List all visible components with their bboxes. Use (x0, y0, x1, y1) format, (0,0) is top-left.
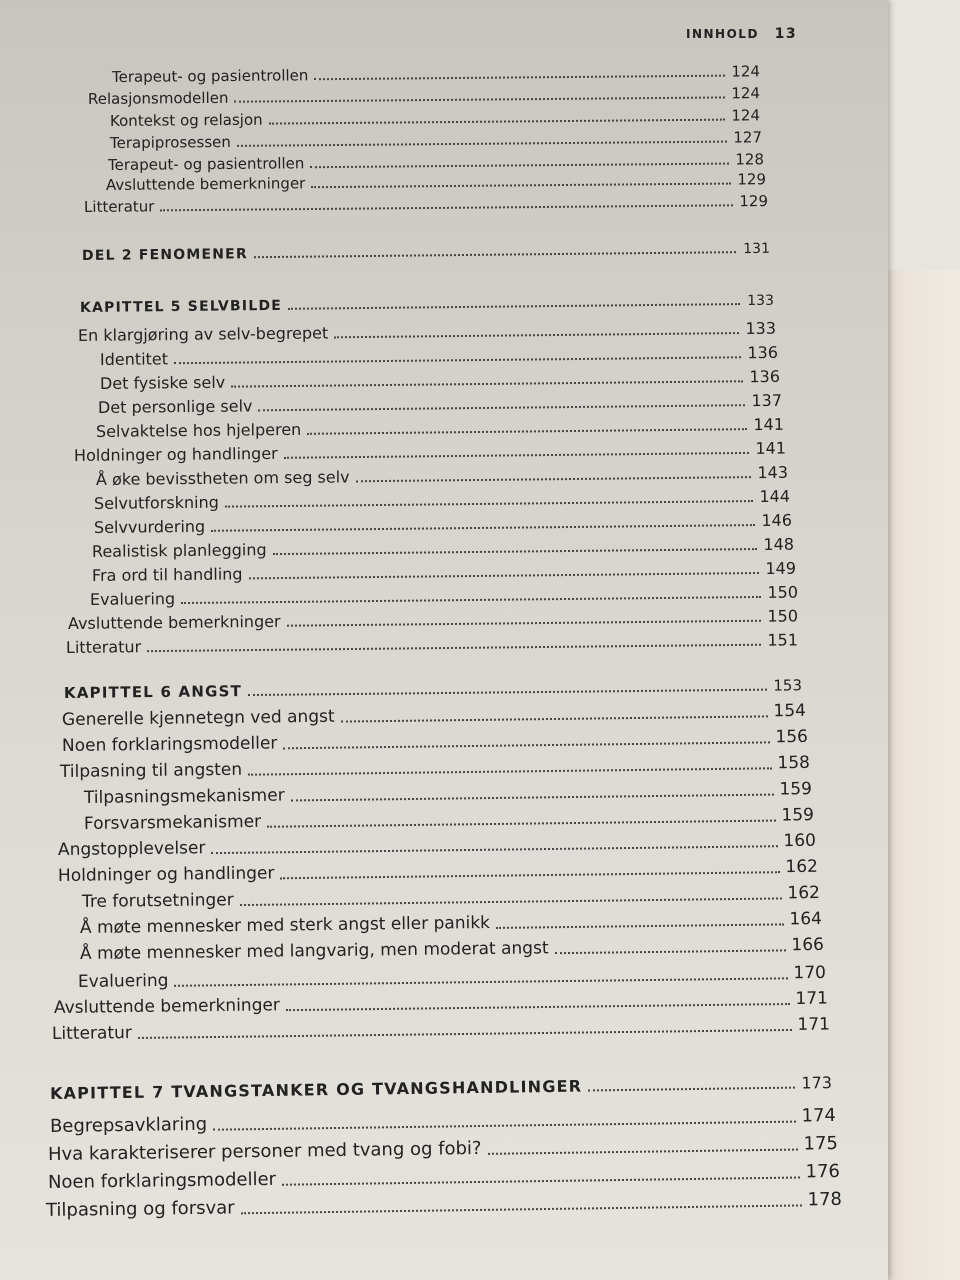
toc-entry-page: 144 (759, 486, 791, 507)
toc-entry-page: 166 (791, 934, 825, 956)
toc-entry-page: 164 (789, 908, 823, 930)
dot-leader (341, 715, 768, 722)
toc-entry-hva-karakteriserer-personer-med-tvang-og-fobi (48, 1133, 838, 1165)
dot-leader (555, 949, 786, 954)
toc-entry-det-fysiske-selv (100, 367, 780, 393)
toc-entry-label: Terapeut- og pasientrollen (107, 154, 305, 174)
toc-entry-evaluering (78, 963, 826, 992)
toc-entry-page: 171 (795, 988, 829, 1009)
toc-entry-label: Avsluttende bemerkninger (53, 995, 280, 1018)
toc-entry-label: Holdninger og handlinger (73, 443, 278, 465)
toc-entry-page: 146 (761, 510, 793, 531)
toc-entry-a-m-te-mennesker-med-langvarig-men-moderat-angst (80, 935, 824, 964)
dot-leader (234, 96, 725, 102)
toc-entry-page: 131 (743, 240, 771, 258)
toc-entry-a-ke-bevisstheten-om-seg-selv (96, 463, 788, 489)
toc-entry-page: 124 (731, 84, 761, 103)
toc-entry-label: Angstopplevelser (57, 838, 206, 860)
dot-leader (147, 644, 761, 652)
dot-leader (175, 977, 788, 986)
toc-entry-page: 162 (787, 882, 821, 904)
dot-leader (588, 1087, 795, 1092)
toc-entry-label: Å møte mennesker med sterk angst eller panikk (79, 912, 491, 938)
toc-entry-evaluering (90, 583, 798, 609)
toc-entry-page: 150 (767, 606, 799, 626)
toc-entry-label: Tre forutsetninger (81, 890, 234, 912)
header-page-number: 13 (774, 26, 798, 42)
toc-entry-page: 174 (801, 1105, 837, 1127)
dot-leader (213, 1121, 796, 1131)
toc-entry-label: Evaluering (77, 970, 169, 992)
toc-entry-selvutforskning (94, 487, 790, 513)
dot-leader (211, 524, 755, 532)
toc-entry-label: Generelle kjennetegn ved angst (61, 706, 335, 730)
toc-entry-label: Fra ord til handling (91, 564, 243, 585)
toc-entry-avsluttende-bemerkninger (68, 606, 798, 633)
dot-leader (174, 356, 741, 364)
toc-entry-label: Tilpasning og forsvar (45, 1197, 235, 1221)
toc-entry-tre-forutsetninger (82, 883, 820, 912)
toc-entry-page: 158 (777, 752, 811, 774)
dot-leader (284, 452, 750, 459)
dot-leader (307, 428, 747, 435)
toc-entry-relasjonsmodellen (88, 84, 760, 108)
toc-entry-label: Noen forklaringsmodeller (61, 733, 278, 756)
toc-entry-holdninger-og-handlinger (58, 857, 818, 886)
dot-leader (248, 689, 767, 696)
dot-leader (241, 1204, 802, 1214)
toc-entry-label: Det personlige selv (97, 396, 253, 417)
toc-entry-label: Identitet (99, 349, 169, 369)
toc-entry-litteratur (66, 630, 798, 657)
dot-leader (258, 404, 745, 411)
toc-entry-label: DEL 2 FENOMENER (81, 246, 248, 264)
dot-leader (231, 380, 743, 387)
toc-entry-angstopplevelser (58, 831, 816, 860)
toc-entry-page: 128 (735, 150, 765, 169)
toc-entry-begrepsavklaring (50, 1105, 836, 1137)
toc-entry-terapeut-og-pasientrollen (112, 62, 760, 86)
toc-entry-forsvarsmekanismer (84, 805, 814, 834)
toc-entry-label: Terapeut- og pasientrollen (111, 66, 309, 86)
toc-entry-kapittel-5-selvbilde (80, 293, 774, 316)
toc-entry-label: KAPITTEL 7 TVANGSTANKER OG TVANGSHANDLINGER (49, 1076, 583, 1103)
toc-entry-label: Forsvarsmekanismer (83, 811, 262, 834)
toc-entry-label: Evaluering (89, 589, 176, 609)
toc-entry-avsluttende-bemerkninger (54, 989, 828, 1018)
toc-entry-page: 129 (739, 192, 769, 211)
toc-entry-page: 141 (755, 438, 787, 458)
toc-entry-kapittel-7-tvangstanker-og-tvangshandlinger (50, 1073, 832, 1103)
dot-leader (496, 923, 784, 929)
toc-entry-page: 171 (797, 1014, 831, 1035)
toc-entry-page: 176 (805, 1160, 841, 1183)
dot-leader (488, 1149, 798, 1155)
dot-leader (248, 767, 771, 775)
toc-entry-generelle-kjennetegn-ved-angst (62, 701, 806, 730)
dot-leader (283, 741, 769, 749)
dot-leader (225, 500, 754, 508)
dot-leader (282, 1177, 800, 1186)
toc-entry-page: 127 (733, 128, 763, 147)
toc-entry-page: 178 (807, 1188, 843, 1211)
toc-entry-identitet (100, 343, 778, 369)
toc-entry-litteratur (52, 1014, 830, 1044)
toc-entry-label: Tilpasning til angsten (59, 759, 243, 782)
toc-entry-fra-ord-til-handling (92, 559, 796, 585)
toc-entry-kontekst-og-relasjon (110, 106, 760, 130)
toc-entry-page: 159 (779, 779, 813, 800)
toc-entry-label: Selvvurdering (93, 516, 206, 537)
toc-entry-terapiprosessen (110, 128, 762, 152)
dot-leader (291, 794, 774, 802)
toc-entry-page: 143 (757, 462, 789, 483)
toc-entry-noen-forklaringsmodeller (62, 727, 808, 756)
toc-entry-label: Noen forklaringsmodeller (47, 1168, 277, 1193)
dot-leader (211, 845, 777, 854)
toc-entry-label: Relasjonsmodellen (87, 88, 229, 108)
toc-entry-avsluttende-bemerkninger (106, 170, 766, 194)
dot-leader (356, 476, 752, 482)
toc-entry-label: Realistisk planlegging (91, 540, 267, 561)
dot-leader (286, 1003, 790, 1011)
toc-entry-page: 124 (731, 106, 761, 125)
toc-entry-holdninger-og-handlinger (74, 439, 786, 465)
toc-entry-page: 175 (803, 1132, 839, 1155)
toc-entry-label: Kontekst og relasjon (109, 110, 263, 130)
toc-entry-page: 141 (753, 414, 785, 435)
dot-leader (273, 548, 758, 555)
dot-leader (280, 871, 779, 879)
toc-entry-selvaktelse-hos-hjelperen (96, 415, 784, 441)
toc-entry-page: 137 (751, 390, 783, 411)
toc-entry-page: 159 (781, 805, 815, 826)
toc-entry-page: 133 (747, 292, 775, 310)
toc-entry-page: 173 (801, 1073, 833, 1093)
dot-leader (267, 820, 775, 828)
toc-entry-en-klargj-ring-av-selv-begrepet (78, 319, 776, 345)
toc-entry-label: Begrepsavklaring (49, 1113, 208, 1137)
dot-leader (334, 332, 739, 338)
toc-entry-noen-forklaringsmodeller (48, 1161, 840, 1193)
toc-entry-page: 133 (745, 318, 777, 339)
dot-leader (181, 596, 761, 604)
toc-entry-page: 170 (793, 962, 827, 984)
header-section: INNHOLD (686, 27, 759, 41)
toc-entry-kapittel-6-angst (64, 676, 802, 702)
dot-leader (269, 119, 726, 125)
toc-entry-tilpasningsmekanismer (84, 779, 812, 808)
dot-leader (310, 163, 729, 169)
toc-entry-label: Selvutforskning (93, 492, 219, 513)
toc-entry-label: KAPITTEL 6 ANGST (63, 682, 243, 702)
toc-entry-page: 153 (773, 676, 803, 695)
dot-leader (288, 303, 740, 310)
toc-entry-page: 136 (747, 342, 779, 363)
toc-entry-label: Avsluttende bemerkninger (105, 174, 306, 194)
toc-entry-label: Å møte mennesker med langvarig, men moderat angst (79, 938, 549, 964)
toc-entry-page: 156 (775, 726, 809, 748)
toc-entry-label: Terapiprosessen (109, 132, 231, 152)
dot-leader (314, 75, 725, 81)
toc-entry-label: Det fysiske selv (99, 372, 226, 393)
toc-entry-del-2-fenomener (82, 241, 770, 264)
toc-entry-page: 162 (785, 856, 819, 878)
toc-entry-label: Litteratur (51, 1023, 132, 1044)
dot-leader (311, 183, 731, 189)
toc-entry-litteratur (84, 192, 768, 216)
toc-entry-realistisk-planlegging (92, 535, 794, 561)
dot-leader (240, 897, 782, 906)
toc-entry-page: 136 (749, 366, 781, 387)
toc-entry-page: 129 (737, 170, 767, 189)
dot-leader (237, 141, 728, 147)
dot-leader (138, 1029, 792, 1039)
toc-entry-det-personlige-selv (98, 391, 782, 417)
dot-leader (287, 620, 762, 627)
toc-entry-page: 148 (763, 534, 795, 554)
toc-entry-label: KAPITTEL 5 SELVBILDE (79, 297, 283, 316)
toc-entry-label: Litteratur (83, 197, 155, 216)
toc-entry-page: 149 (765, 558, 797, 578)
toc-entry-label: Avsluttende bemerkninger (67, 611, 281, 633)
toc-entry-page: 151 (767, 630, 799, 650)
toc-entry-page: 124 (731, 62, 761, 81)
toc-entry-label: Å øke bevisstheten om seg selv (95, 467, 350, 489)
dot-leader (254, 251, 736, 258)
toc-entry-label: Tilpasningsmekanismer (83, 785, 285, 808)
toc-entry-label: Holdninger og handlinger (57, 863, 275, 886)
toc-entry-label: Hva karakteriserer personer med tvang og fobi? (47, 1137, 482, 1165)
toc-entry-a-m-te-mennesker-med-sterk-angst-eller-panikk (80, 909, 822, 938)
toc-entry-selvvurdering (94, 511, 792, 537)
toc-entry-page: 150 (767, 582, 799, 602)
toc-entry-label: En klargjøring av selv-begrepet (77, 323, 329, 345)
toc-entry-label: Litteratur (65, 637, 142, 657)
toc-entry-page: 154 (773, 700, 807, 722)
dot-leader (160, 204, 733, 211)
toc-entry-label: Selvaktelse hos hjelperen (95, 419, 302, 441)
toc-entry-page: 160 (783, 830, 817, 852)
dot-leader (249, 572, 760, 579)
toc-entry-tilpasning-og-forsvar (46, 1189, 842, 1221)
toc-entry-tilpasning-til-angsten (60, 753, 810, 782)
